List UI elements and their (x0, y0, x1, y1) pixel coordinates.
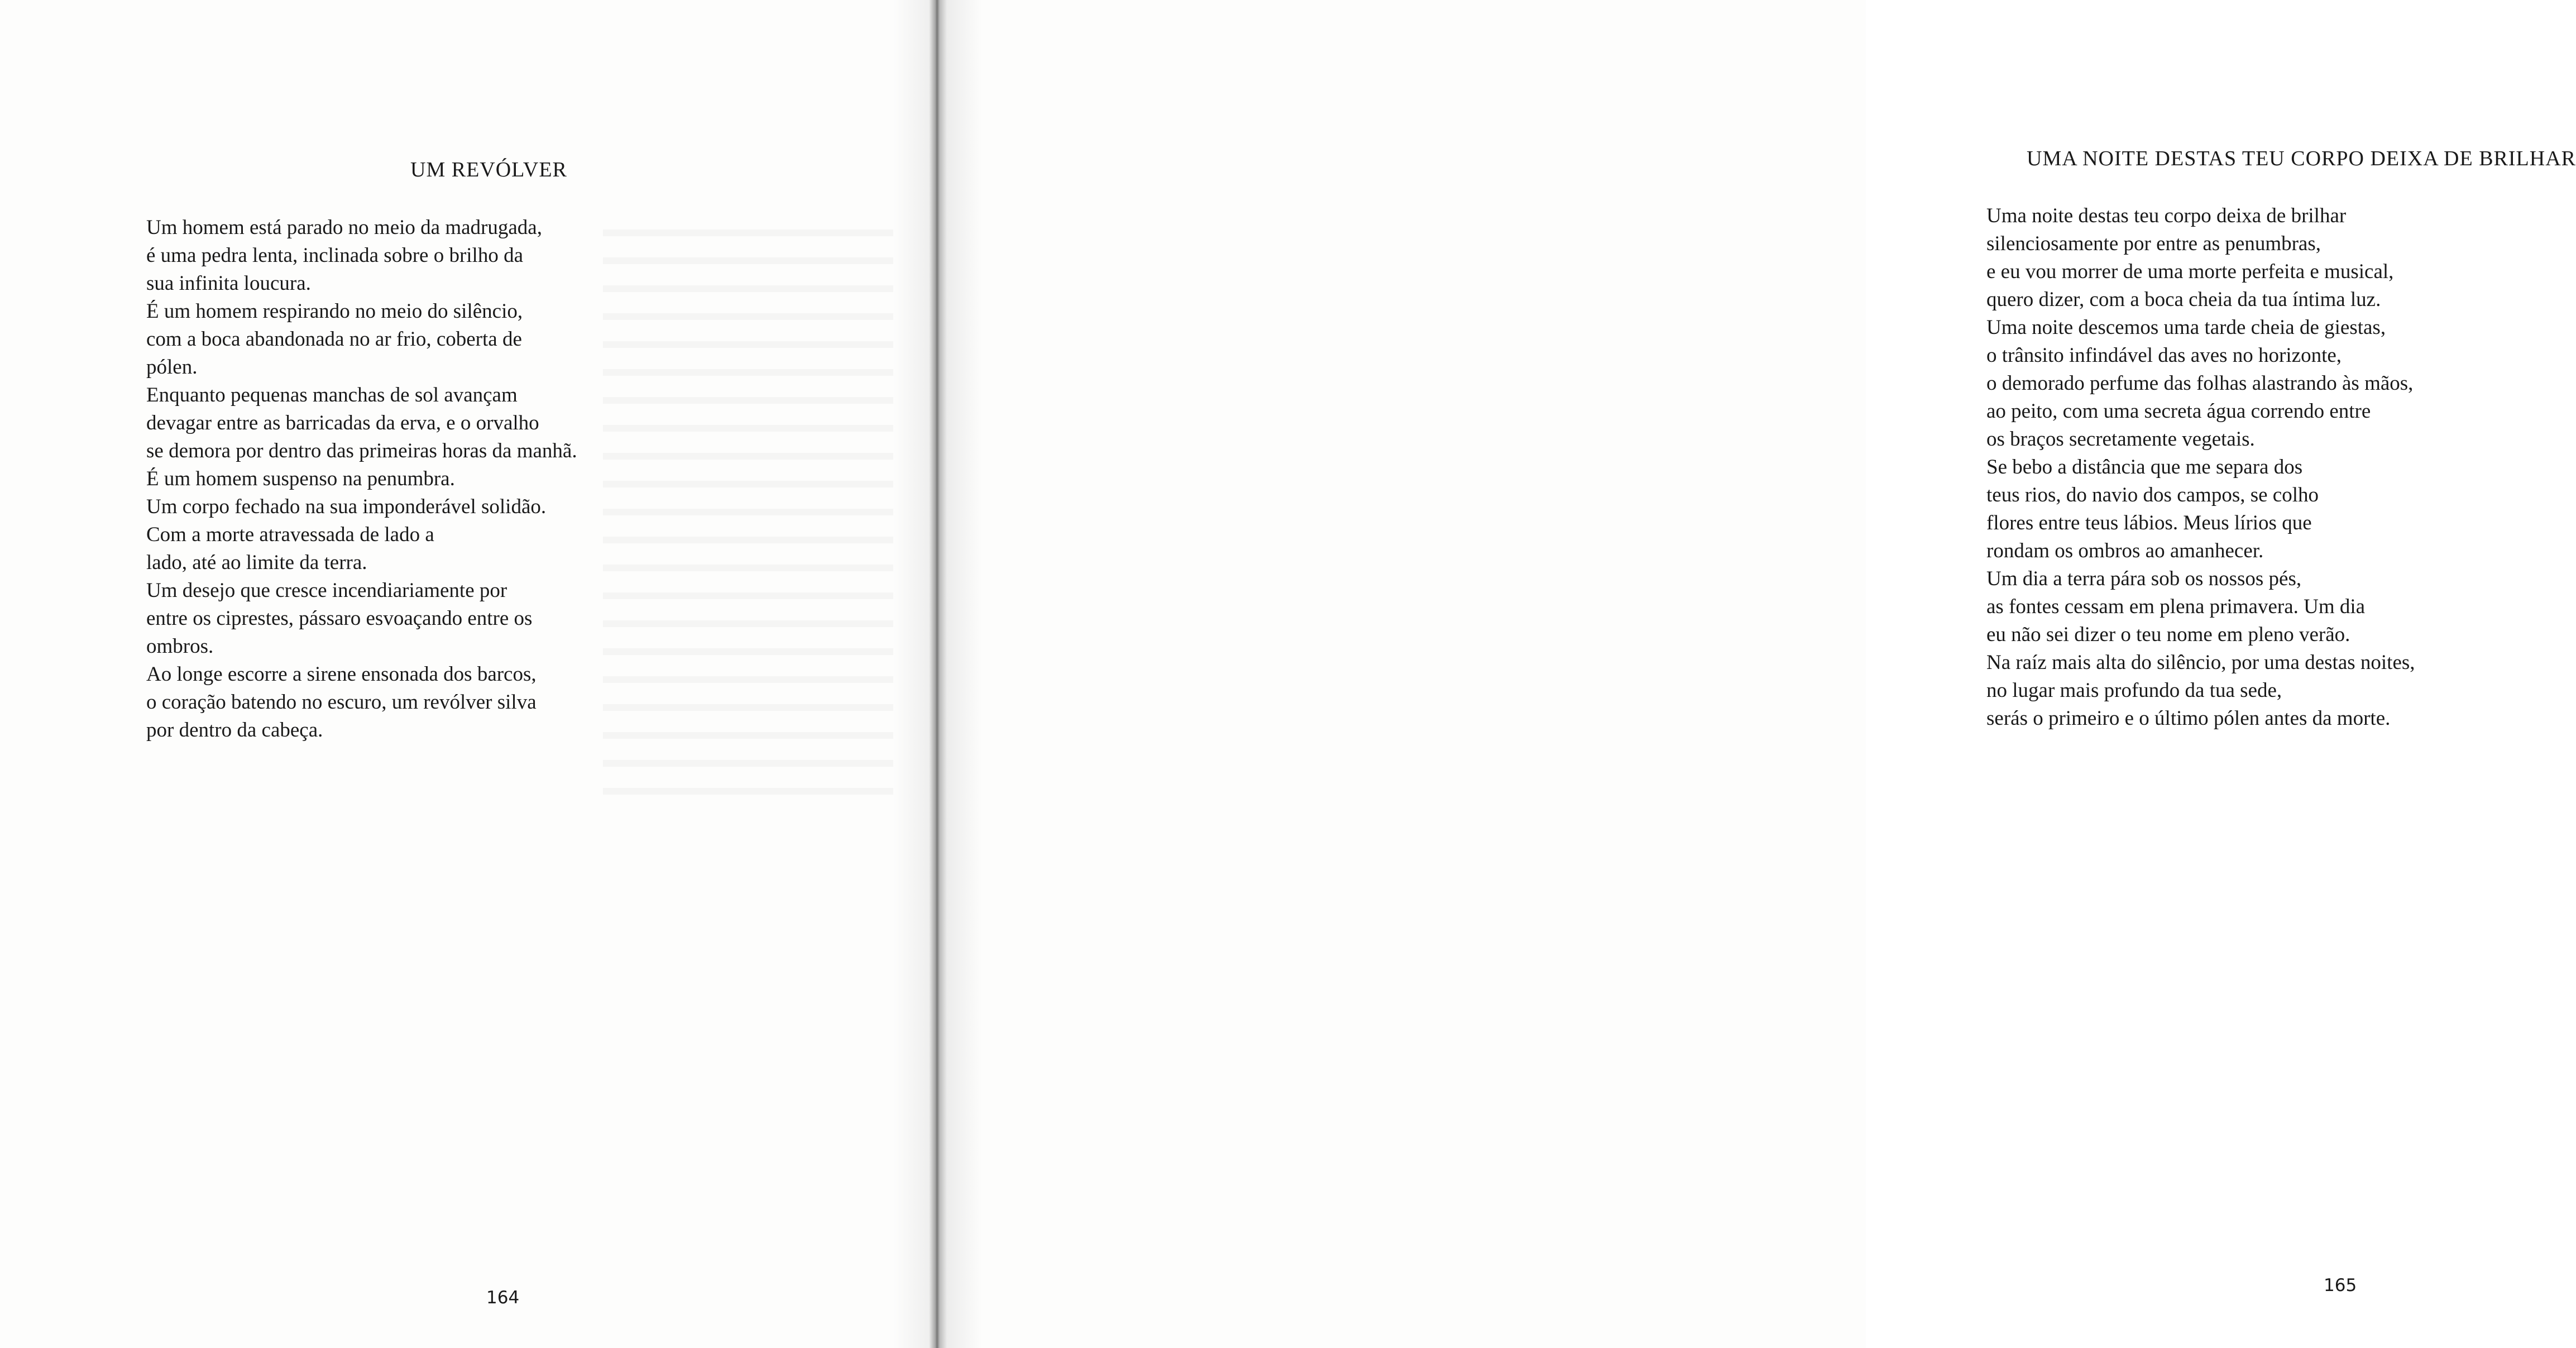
poem-line: Uma noite destas teu corpo deixa de brilhar (1986, 204, 2347, 227)
poem-line: no lugar mais profundo da tua sede, (1986, 679, 2282, 702)
poem-line: É um homem suspenso na penumbra. (146, 467, 455, 490)
book-gutter (893, 0, 983, 1348)
poem-body (1986, 202, 2415, 733)
poem-line: o demorado perfume das folhas alastrando às mãos, (1986, 372, 2414, 395)
poem-line: serás o primeiro e o último pólen antes da morte. (1986, 707, 2391, 730)
poem-line: e eu vou morrer de uma morte perfeita e musical, (1986, 260, 2394, 283)
page-number: 164 (486, 1288, 520, 1308)
poem-line: Enquanto pequenas manchas de sol avançam (146, 384, 518, 407)
poem-title: UMA NOITE DESTAS TEU CORPO DEIXA DE BRILHAR (2027, 147, 2576, 170)
poem-line: devagar entre as barricadas da erva, e o orvalho (146, 412, 539, 434)
page-number: 165 (2324, 1275, 2357, 1296)
poem-line: flores entre teus lábios. Meus lírios que (1986, 512, 2312, 534)
poem-line: teus rios, do navio dos campos, se colho (1986, 484, 2319, 506)
poem-line: lado, até ao limite da terra. (146, 551, 367, 574)
poem-line: as fontes cessam em plena primavera. Um dia (1986, 595, 2366, 618)
poem-line: por dentro da cabeça. (146, 719, 323, 742)
poem-line: quero dizer, com a boca cheia da tua íntima luz. (1986, 288, 2381, 311)
poem-line: Um dia a terra pára sob os nossos pés, (1986, 567, 2302, 590)
poem-line: Ao longe escorre a sirene ensonada dos barcos, (146, 663, 537, 686)
poem-line: Com a morte atravessada de lado a (146, 523, 434, 546)
poem-line: entre os ciprestes, pássaro esvoaçando entre os (146, 607, 533, 630)
poem-line: Se bebo a distância que me separa dos (1986, 456, 2303, 479)
left-page (0, 0, 933, 1348)
poem-line: é uma pedra lenta, inclinada sobre o brilho da (146, 244, 523, 267)
poem-line: silenciosamente por entre as penumbras, (1986, 232, 2321, 255)
poem-title: UM REVÓLVER (410, 158, 567, 181)
poem-line: Um homem está parado no meio da madrugada, (146, 216, 542, 239)
right-page (933, 0, 2576, 1348)
poem-line: Na raíz mais alta do silêncio, por uma destas noites, (1986, 651, 2415, 674)
poem-line: ombros. (146, 635, 214, 658)
poem-line: Uma noite descemos uma tarde cheia de giestas, (1986, 316, 2386, 339)
poem-line: Um desejo que cresce incendiariamente por (146, 579, 507, 602)
poem-line: ao peito, com uma secreta água correndo entre (1986, 400, 2371, 423)
poem-line: o trânsito infindável das aves no horizonte, (1986, 344, 2342, 367)
poem-line: sua infinita loucura. (146, 272, 311, 295)
poem-line: eu não sei dizer o teu nome em pleno verão. (1986, 623, 2350, 646)
poem-body (146, 214, 577, 744)
poem-line: É um homem respirando no meio do silêncio, (146, 300, 523, 323)
poem-line: se demora por dentro das primeiras horas da manhã. (146, 439, 577, 462)
poem-line: Um corpo fechado na sua imponderável solidão. (146, 495, 547, 518)
poem-line: pólen. (146, 356, 198, 379)
poem-line: os braços secretamente vegetais. (1986, 428, 2255, 451)
poem-line: o coração batendo no escuro, um revólver silva (146, 691, 537, 714)
poem-line: com a boca abandonada no ar frio, coberta de (146, 328, 522, 351)
show-through-texture (603, 214, 893, 806)
poem-line: rondam os ombros ao amanhecer. (1986, 539, 2264, 562)
